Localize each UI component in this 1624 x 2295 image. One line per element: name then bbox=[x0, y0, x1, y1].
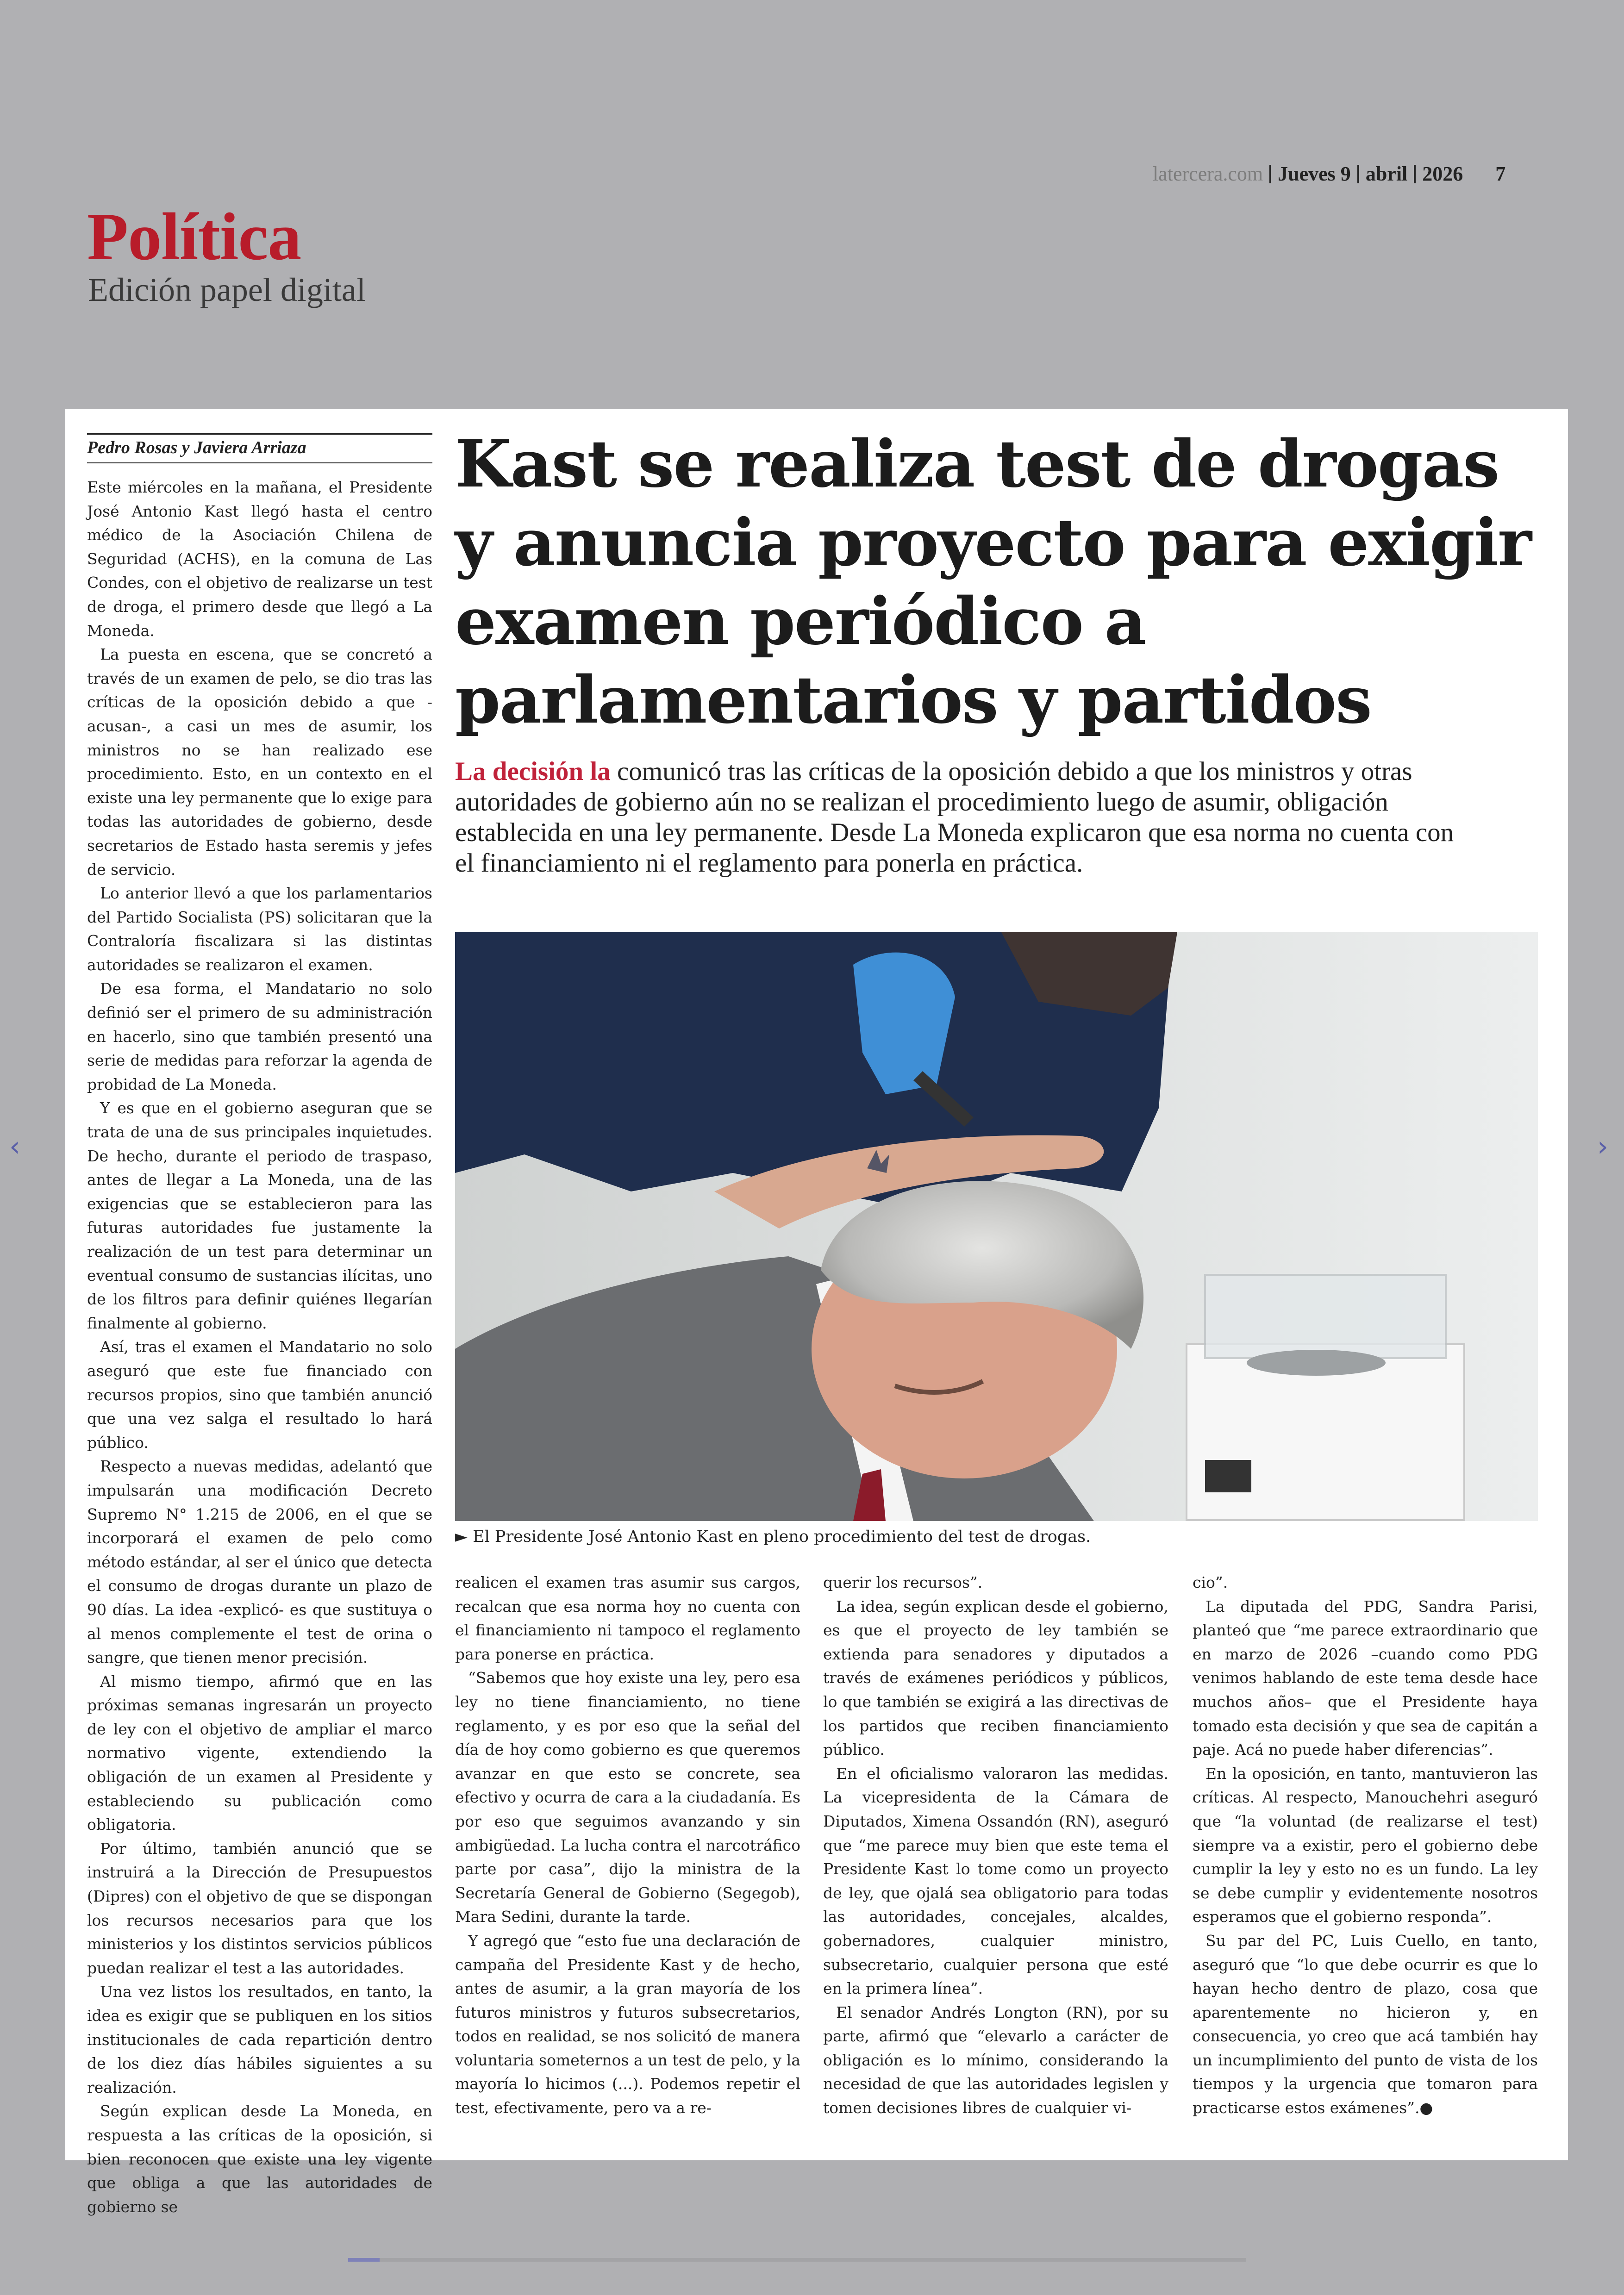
caption-text: El Presidente José Antonio Kast en pleno procedimiento del test de drogas. bbox=[473, 1528, 1091, 1546]
header-day: Jueves 9 bbox=[1278, 162, 1351, 185]
deck bbox=[455, 756, 1474, 879]
divider bbox=[1414, 165, 1416, 183]
page-number: 7 bbox=[1495, 162, 1506, 185]
page-header-meta bbox=[1153, 162, 1505, 186]
headline: Kast se realiza test de drogas y anuncia proyecto para exigir examen periódico a parlamentarios y partidos bbox=[455, 426, 1531, 738]
paragraph: El senador Andrés Longton (RN), por su parte, afirmó que “elevarlo a carácter de obligación es lo mínimo, considerando la necesidad de que las autoridades legislen y tomen decisiones libres de cualquier vi- bbox=[823, 2003, 1168, 2117]
photo-caption bbox=[455, 1528, 1538, 1546]
deck-lead: La decisión la bbox=[455, 757, 611, 786]
paragraph: La puesta en escena, que se concretó a través de un examen de pelo, se dio tras las críticas de la oposición debido a que -acusan-, a casi un mes de asumir, los ministros no se han realizado ese procedimiento. Esto, en un contexto en el existe una ley permanente que lo exige para todas las autoridades de gobierno, desde secretarios de Estado hasta seremis y jefes de servicio. bbox=[87, 645, 432, 879]
paragraph: Lo anterior llevó a que los parlamentarios del Partido Socialista (PS) solicitaran que la Contraloría fiscalizara si las distintas autoridades se realizaron el examen. bbox=[87, 884, 432, 974]
end-mark-icon: ● bbox=[1419, 2099, 1433, 2117]
paragraph: Por último, también anunció que se instruirá a la Dirección de Presupuestos (Dipres) con el objetivo de que se dispongan los recursos necesarios para que los ministerios y los distintos servicios públicos puedan realizar el test a las autoridades. bbox=[87, 1839, 432, 1977]
paragraph: La diputada del PDG, Sandra Parisi, planteó que “me parece extraordinario que en marzo de 2026 –cuando como PDG venimos hablando de este tema desde hace muchos años– que el Presidente haya tomado esta decisión y que sea de capitán a paje. Acá no puede haber diferencias”. bbox=[1193, 1597, 1538, 1759]
paragraph: “Sabemos que hoy existe una ley, pero esa ley no tiene financiamiento, no tiene reglamento, y es por eso que la señal del día de hoy como gobierno es que queremos avanzar en que esto se concrete, sea efectivo y ocurra de cara a la ciudadanía. Es por eso que seguimos avanzando y sin ambigüedad. La lucha contra el narcotráfico parte por casa”, dijo la ministra de la Secretaría General de Gobierno (Segegob), Mara Sedini, durante la tarde. bbox=[455, 1669, 800, 1926]
divider bbox=[1357, 165, 1359, 183]
deck-text: comunicó tras las críticas de la oposición debido a que los ministros y otras autoridades de gobierno aún no se realizan el procedimiento luego de asumir, obligación establecida en una ley permanente. Desde La Moneda explicaron que esa norma no cuenta con el financiamiento ni el reglamento para ponerla en práctica. bbox=[455, 757, 1454, 878]
paragraph: Una vez listos los resultados, en tanto, la idea es exigir que se publiquen en los sitios institucionales de cada repartición dentro de los diez días hábiles siguientes a su realización. bbox=[87, 1983, 432, 2096]
paragraph: realicen el examen tras asumir sus cargos, recalcan que esa norma hoy no cuenta con el financiamiento ni tampoco el reglamento para ponerse en práctica. bbox=[455, 1573, 800, 1663]
paragraph: querir los recursos”. bbox=[823, 1573, 983, 1591]
site-name: latercera.com bbox=[1153, 162, 1263, 185]
section-title: Política bbox=[87, 199, 301, 274]
header-month: abril bbox=[1365, 162, 1408, 185]
column-1-text bbox=[87, 475, 432, 2219]
paragraph: En la oposición, en tanto, mantuvieron las críticas. Al respecto, Manouchehri aseguró que “la voluntad (de realizarse el test) siempre va a existir, pero el gobierno debe cumplir la ley y esto no es un fundo. La ley se debe cumplir y evidentemente nosotros esperamos que el gobierno responda”. bbox=[1193, 1764, 1538, 1926]
paragraph: Así, tras el examen el Mandatario no solo aseguró que este fue financiado con recursos propios, sino que también anunció que una vez salga el resultado lo hará público. bbox=[87, 1338, 432, 1452]
paragraph: Según explican desde La Moneda, en respuesta a las críticas de la oposición, si bien reconocen que existe una ley vigente que obliga a que las autoridades de gobierno se bbox=[87, 2102, 432, 2216]
article-column-1 bbox=[87, 433, 432, 2219]
next-page-icon[interactable]: › bbox=[1597, 1130, 1608, 1163]
paragraph: Y agregó que “esto fue una declaración de campaña del Presidente Kast y de hecho, antes de asumir, a la gran mayoría de los futuros ministros y futuros subsecretarios, todos en realidad, se nos solicitó de manera voluntaria someternos a un test de pelo, y la mayoría lo hicimos (...). Podemos repetir el test, efectivamente, pero va a re- bbox=[455, 1931, 800, 2117]
prev-page-icon[interactable]: ‹ bbox=[9, 1130, 20, 1163]
page-scrubber-fill bbox=[348, 2258, 380, 2262]
article-column-4 bbox=[1193, 1571, 1538, 2120]
section-subtitle: Edición papel digital bbox=[88, 271, 366, 308]
paragraph: Este miércoles en la mañana, el Presidente José Antonio Kast llegó hasta el centro médico de la Asociación Chilena de Seguridad (ACHS), en la comuna de Las Condes, con el objetivo de realizarse un test de droga, el primero desde que llegó a La Moneda. bbox=[87, 478, 432, 640]
divider bbox=[1269, 165, 1271, 183]
photo-illustration bbox=[455, 932, 1538, 1521]
paragraph: La idea, según explican desde el gobierno, es que el proyecto de ley también se extienda para senadores y diputados a través de exámenes periódicos y públicos, lo que también se exigirá a las directivas de los partidos que reciben financiamiento público. bbox=[823, 1597, 1168, 1759]
article-column-3 bbox=[823, 1571, 1168, 2120]
paragraph: Su par del PC, Luis Cuello, en tanto, aseguró que “lo que debe ocurrir es que lo hayan hecho dentro de plazo, cosa que aparentemente no hicieron y, en consecuencia, yo creo que acá también hay un incumplimiento del punto de vista de los tiempos y la urgencia que tomaron para practicarse estos exámenes”.● bbox=[1193, 1931, 1538, 2117]
paragraph: Y es que en el gobierno aseguran que se trata de una de sus principales inquietudes. De hecho, durante el periodo de traspaso, antes de llegar a La Moneda, una de las exigencias que se establecieron para las futuras autoridades fue justamente la realización de un test para determinar un eventual consumo de sustancias ilícitas, uno de los filtros para definir quiénes llegarían finalmente al gobierno. bbox=[87, 1099, 432, 1332]
page-scrubber[interactable] bbox=[348, 2258, 1246, 2262]
caption-marker-icon: ► bbox=[455, 1528, 468, 1546]
article-column-2 bbox=[455, 1571, 800, 2120]
paragraph: Respecto a nuevas medidas, adelantó que impulsarán una modificación Decreto Supremo N° 1.215 de 2006, en el que se incorporará el examen de pelo como método estándar, al ser el único que detecta el consumo de drogas durante un plazo de 90 días. La idea -explicó- es que sustituya o al menos complemente el test de orina o sangre, que tienen menor precisión. bbox=[87, 1457, 432, 1667]
paragraph: Al mismo tiempo, afirmó que en las próximas semanas ingresarán un proyecto de ley con el objetivo de ampliar el marco normativo vigente, extendiendo la obligación de un examen al Presidente y estableciendo su publicación como obligatoria. bbox=[87, 1672, 432, 1834]
header-year: 2026 bbox=[1422, 162, 1463, 185]
paragraph: cio”. bbox=[1193, 1573, 1228, 1591]
paragraph: En el oficialismo valoraron las medidas. La vicepresidenta de la Cámara de Diputados, Ximena Ossandón (RN), aseguró que “me parece muy bien que este tema el Presidente Kast lo tome como un proyecto de ley, que ojalá sea obligatorio para todas las autoridades, concejales, alcaldes, gobernadores, cualquier ministro, subsecretario, cualquier persona que esté en la primera línea”. bbox=[823, 1764, 1168, 1998]
article-photo bbox=[455, 932, 1538, 1521]
byline: Pedro Rosas y Javiera Arriaza bbox=[87, 433, 432, 463]
paragraph: De esa forma, el Mandatario no solo definió ser el primero de su administración en hacerlo, sino que también presentó una serie de medidas para reforzar la agenda de probidad de La Moneda. bbox=[87, 979, 432, 1093]
